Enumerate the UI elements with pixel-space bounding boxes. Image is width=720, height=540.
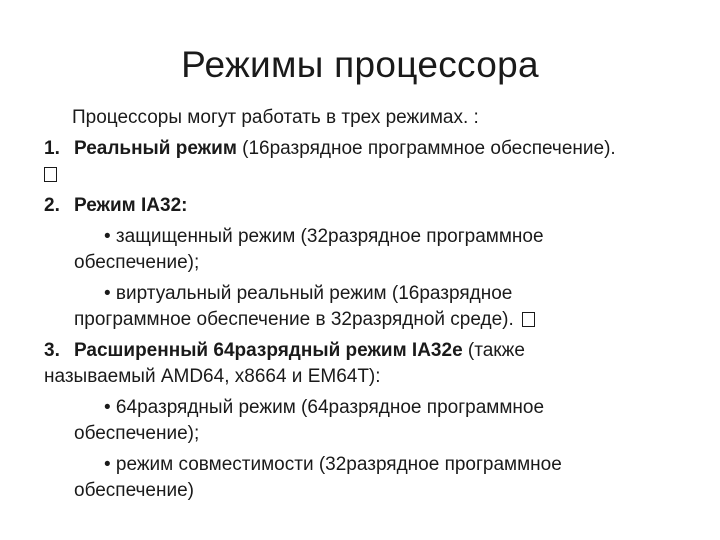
item-3-bullet-2-continuation: обеспечение): [74, 480, 194, 501]
list-item-3-number: 3.: [44, 340, 60, 361]
missing-glyph-box-icon: [522, 312, 535, 327]
item-2-bullet-2: • виртуальный реальный режим (16разрядное: [104, 283, 513, 304]
item-2-bullet-2-text: программное обеспечение в 32разрядной среде).: [74, 309, 514, 330]
list-item-1-term: Реальный режим: [74, 138, 237, 159]
list-item-3-term: Расширенный 64разрядный режим IA32e: [74, 340, 463, 361]
list-item-2-number: 2.: [44, 195, 60, 216]
list-item-1-description: (16разрядное программное обеспечение).: [236, 138, 616, 159]
list-item-1: [44, 136, 694, 162]
list-item-2-term: Режим IA32:: [74, 195, 188, 216]
list-item-3-description: (также: [462, 340, 525, 361]
intro-text: Процессоры могут работать в трех режимах. :: [72, 107, 479, 128]
list-item-3-continuation: называемый AMD64, x8664 и EM64T):: [44, 366, 381, 387]
item-3-bullet-1: • 64разрядный режим (64разрядное программное: [104, 397, 545, 418]
item-2-bullet-2-continuation: [44, 307, 694, 333]
list-item-2: [44, 193, 694, 219]
slide-body: [44, 105, 694, 504]
missing-glyph-row: [44, 162, 694, 188]
item-3-bullet-1-continuation: обеспечение);: [74, 423, 200, 444]
missing-glyph-box-icon: [44, 167, 57, 182]
list-item-3: [44, 338, 694, 364]
item-2-bullet-1: • защищенный режим (32разрядное программное: [104, 226, 544, 247]
item-3-bullet-2: • режим совместимости (32разрядное программное: [104, 454, 562, 475]
item-2-bullet-1-continuation: обеспечение);: [74, 252, 200, 273]
slide-title: Режимы процессора: [181, 44, 539, 85]
list-item-1-number: 1.: [44, 138, 60, 159]
